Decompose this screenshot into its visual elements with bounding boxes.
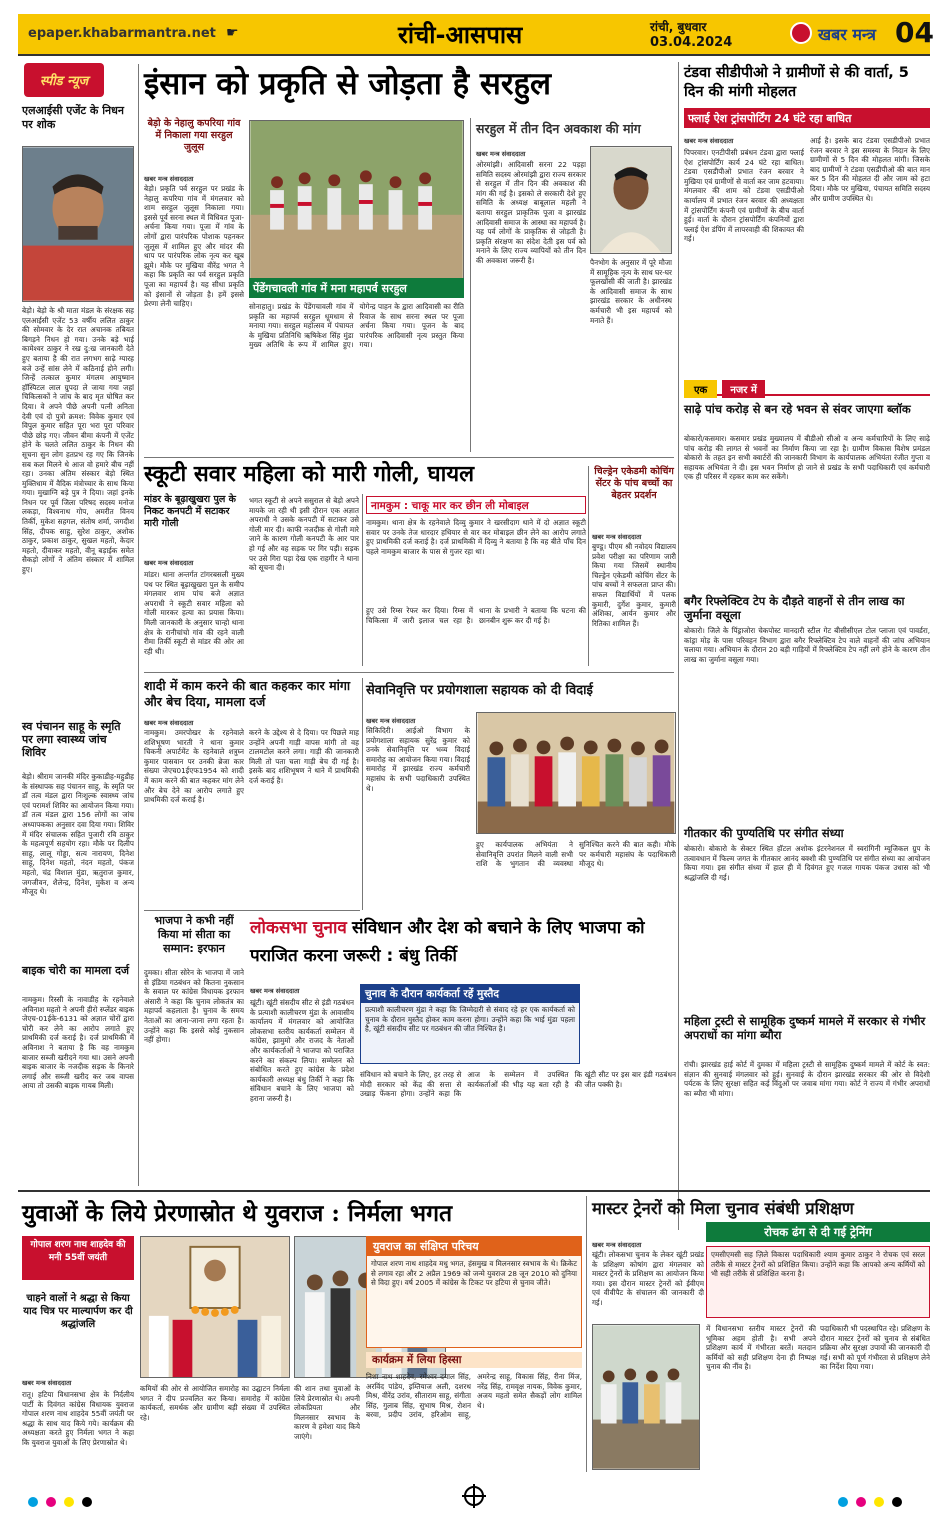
karyakarta-body: प्रत्याशी कालीचरण मुंडा ने कहा कि जिम्मेदारी से संवाद रहे हर एक कार्यकर्ता को चुनाव के दौरान मुस्तैद होकर काम करना होगा। उन्होंने कहा कि भाई मुंडा पहला है, खूंटी संसदीय सीट पर गठबंधन की जीत निश्चित है। <box>365 1005 575 1034</box>
date: 03.04.2024 <box>650 35 733 50</box>
holiday-headline: सरहुल में तीन दिन अवकाश की मांग <box>476 121 641 136</box>
yuvraj-body3: की शान तथा युवाओं के लिये प्रेरणास्रोत थे। अपनी लोकप्रियता और मिलनसार स्वभाव के कारण वे हमेशा याद किये जाएंगे। <box>294 1384 360 1441</box>
tundwa-byline: खबर मन्त्र संवाददाता <box>684 137 734 145</box>
tribute-image <box>141 1237 289 1377</box>
nazar-label: नजर में <box>722 380 765 398</box>
mobile-headline: नामकुम : चाकू मार कर छीन ली मोबाइल <box>371 500 529 512</box>
karyakarta-head: चुनाव के दौरान कार्यकर्ता रहें मुस्तैद <box>361 985 579 1003</box>
site-url[interactable]: epaper.khabarmantra.net <box>28 26 216 41</box>
yuvraj-body: रातू। हटिया विधानसभा क्षेत्र के निर्दलीय पार्टी के दिवंगत कांग्रेस विधायक युवराज गोपाल शरण नाथ शाहदेव 55वीं जयंती पर श्रद्धा के साथ याद किये गये। कार्यक्रम की अध्यक्षता करते हुए निर्मला भगत ने कहा कि युवराज युवाओं के लिए प्रेरणास्रोत थे। <box>22 1390 134 1447</box>
loksabha-byline: खबर मन्त्र संवाददाता <box>250 987 300 995</box>
dance-image <box>250 121 463 279</box>
trainers-body2: में विधानसभा स्तरीय मास्टर ट्रेनरों की भूमिका अहम होती है। सभी अपने प्रशिक्षण कार्य में गंभीरता बरतें। मतदान कर्मियों को सही प्रशिक्षण देना ही निष्पक्ष चुनाव की नींव है। <box>706 1324 816 1372</box>
mobile-body: नामकुम। थाना क्षेत्र के रहनेवाले दिव्यु कुमार ने खरसीदाग थाने में दो अज्ञात स्कूटी सवार पर उनके तेज धारदार हथियार से वार कर मोबाइल छीन लेने का आरोप लगाते हुए प्राथमिकी दर्ज कराई है। दर्ज प्राथमिकी में दिव्यु ने बताया है कि वह बीते पाँच दिन पहले नामकुम बाजार के पास से गुजर रहा था। <box>366 518 586 556</box>
loksabha-headline: संविधान और देश को बचाने के लिए भाजपा को पराजित करना जरूरी : बंधु तिर्की <box>250 918 645 966</box>
brand-name: खबर मन्त्र <box>818 25 876 44</box>
shaadi-headline: शादी में काम करने की बात कहकर कार मांगा और बेच दिया, मामला दर्ज <box>144 678 351 709</box>
scooty-headline: स्कूटी सवार महिला को मारी गोली, घायल <box>144 461 475 487</box>
yuvraj-badge1-box <box>22 1236 134 1280</box>
lead-byline: खबर मन्त्र संवाददाता <box>144 175 194 183</box>
nazar-label-box <box>684 378 930 396</box>
photo-caption-banner <box>249 278 464 298</box>
loksabha-tag: लोकसभा चुनाव <box>250 918 347 938</box>
city-day: रांची, बुधवार <box>650 20 707 34</box>
tundwa-body: पिपरवार। एनटीपीसी प्रबंधन टंडवा द्वारा फ्लाई ऐश ट्रांसपोर्टिंग कार्य 24 घंटे रहा बाधित। टंडवा एसडीपीओ प्रभात रंजन बरवार ने मुखिया एवं ग्रामीणों से वार्ता कर जाम हटवाया। मंगलवार की शाम को टंडवा एसडीपीओ कार्यालय में प्रभात रंजन बरवार की अध्यक्षता में ट्रांसपोर्टिंग कंपनी एवं ग्रामीणों के बीच वार्ता हुई। वार्ता के दौरान ट्रांसपोर्टिंग कंपनियों द्वारा फ्लाई ऐश डंपिंग में लापरवाही की शिकायत की गई। <box>684 148 804 244</box>
tundwa-subhead-band <box>684 108 930 128</box>
speed-news-body: बेड़ो। बेड़ो के श्री माता मंडल के संरक्षक सह एलआईसी एजेंट 53 वर्षीय ललित ठाकुर की सोमवार के देर रात अचानक तबियत बिगड़ने निधन हो गया। उनके बड़े भाई कामेश्वर ठाकुर ने रख दु:ख जानकारी देते हुए बताया है की रात लगभग साढ़े ग्यारह बजे उन्हें सांस लेने में कठिनाई होने लगी। जिन्हें तत्काल कुमार मंगलम आयुष्मान हॉस्पिटल लाल ग्रुपदा ले जाया गया जहां चिकित्सकों ने जांच के बाद मृत घोषित कर दिया। वे अपने पीछे अपनी पत्नी अनिता देवी एवं दो पुत्रो क्रमश: विवेक कुमार एवं विपुल कुमार सहित पूरा भरा पूरा परिवार पीछे छोड़ गए। जीवन बीमा कंपनी में एजेंट होने के चलते ललित ठाकुर के निधन की सूचना सुन लोग हतप्रभ रह गए कि जिनके सब कल मिलने थे आज वो हमारे बीच नहीं रहा। उनका अंतिम संस्कार बेड़ो स्थित मुक्तिधाम में वैदिक मंत्रोच्चार के साथ किया गया। मुखाग्नि बड़े पुत्र ने दिया। जहां इनके निधन पर पूर्व जिला परिषद सदस्य मनोज लकड़ा, विश्वनाथ गोप, अमरीत विनय तिर्की, मुकेश सहगल, संतोष शर्मा, जगदीश सिंह, दीपक साहु, सुरेश ठाकुर, अशोक ठाकुर, प्रकाश ठाकुर, सुखल महतो, केदार महतो, दीवाकर महतो, वीनू बड़ाईक समेत सैकड़ो लोगों ने अंतिम संस्कार में शामिल हुए। <box>22 306 134 575</box>
trainers-body3: पदाधिकारी भी पदस्थापित रहे। प्रशिक्षण के दौरान मास्टर ट्रेनरों को चुनाव से संबंधित प्रक्रिया और सुरक्षा उपायों की जानकारी दी गई। सभी को पूर्ण गंभीरता से प्रशिक्षण लेने का निर्देश दिया गया। <box>820 1324 930 1372</box>
trainers-box <box>706 1246 930 1318</box>
shaadi-byline: खबर मन्त्र संवाददाता <box>144 719 194 727</box>
yuvraj-headline: युवाओं के लिये प्रेरणास्रोत थे युवराज : निर्मला भगत <box>22 1200 453 1227</box>
lab-headline: सेवानिवृत्ति पर प्रयोगशाला सहायक को दी विदाई <box>366 683 593 698</box>
trainers-body: खूंटी। लोकसभा चुनाव के लेकर खूंटी प्रखंड के प्रशिक्षण कोषांग द्वारा मंगलवार को मास्टर ट्रेनरों के प्रशिक्षण का आयोजन किया गया। इस दौरान मास्टर ट्रेनरों को ईवीएम एवं वीवीपैट के संचालन की जानकारी दी गई। <box>592 1250 704 1307</box>
nazar-story3-head: गीतकार की पुण्यतिथि पर संगीत संध्या <box>684 826 844 840</box>
sita-body: दुमका। सीता सोरेन के भाजपा में जाने से इंडिया गठबंधन को कितना नुकसान के सवाल पर कांग्रेस विधायक इरफान अंसारी ने कहा कि चुनाव लोकतंत्र का महापर्व कहलाता है। चुनाव के समय नेताओं का आना-जाना लगा रहता है। उन्होंने कहा कि इससे कोई नुकसान नहीं होगा। <box>144 968 244 1045</box>
trainers-byline: खबर मन्त्र संवाददाता <box>592 1241 642 1249</box>
nazar-story4-body: रांची। झारखंड हाई कोर्ट में दुमका में महिला ट्रस्टी से सामूहिक दुष्कर्म मामले में कोर्ट के स्वत: संज्ञान की सुनवाई मंगलवार को हुई। सुनवाई के दौरान झारखंड सरकार की ओर से विदेशी पर्यटक के लिए सुरक्षा सहित कई विंदुओं पर जवाब मांगा गया। कोर्ट ने राज्य में गंभीर अपराधों का ब्यौरा भी मांगा। <box>684 1060 930 1098</box>
page-number: 04 <box>895 16 934 49</box>
holiday-body2: पैनभोग के अनुसार में पूरे मौजा में सामूहिक नृत्य के साथ घर-घर फूलखोंसी की जाती है। झारखंड के आदिवासी समाज के साथ झारखंड सरकार के अधीनस्थ कर्मचारी भी इस महापर्व को मनाते हैं। <box>590 258 672 325</box>
tundwa-subhead: फ्लाई ऐश ट्रांसपोर्टिंग 24 घंटे रहा बाधित <box>688 112 852 125</box>
lead-below-body: सोनाहातु। प्रखंड के पेंडेंगचावली गांव में प्रकृति का महापर्व सरहुल धूमधाम से मनाया गया। सरहुल महोत्सव में पंचायत के मुखिया प्रतिनिधि ऋषिकेश सिंह मुंडा मुख्य अतिथि के रूप में शामिल हुए। योगेन्द्र पाहन के द्वारा आदिवासी का रीति रिवाज के साथ सरना स्थल पर पूजा अर्चना किया गया। पूजन के बाद पारंपरिक आदिवासी नृत्य प्रस्तुत किया गया। <box>249 302 464 350</box>
cmyk-dots-right <box>838 1492 902 1511</box>
lab-body: सिकिदिरी। आईओ विभाग के प्रयोगशाला सहायक सुरेंद्र कुमार को उनके सेवानिवृत्ति पर भव्य विदाई समारोह का आयोजन किया गया। विदाई समारोह में झारखंड राज्य कर्मचारी महासंघ के सभी पदाधिकारी उपस्थित थे। <box>366 726 470 793</box>
loksabha-headline-box <box>250 914 674 976</box>
lic-agent-photo <box>22 146 134 302</box>
nazar-story4-head: महिला ट्रस्टी से सामूहिक दुष्कर्म मामले में सरकार से गंभीर अपराधों का मांगा ब्यौरा <box>684 1014 926 1042</box>
masthead <box>18 14 934 56</box>
cursor-icon: ☛ <box>226 25 239 41</box>
committee-member-photo <box>590 146 672 254</box>
photo-caption: पेंडेंगचावली गांव में मना महापर्व सरहुल <box>253 282 407 295</box>
nazar-badge: एक <box>684 380 717 398</box>
mobile-headline-band <box>366 496 586 514</box>
yuvraj-info-head: युवराज का संक्षिप्त परिचय <box>367 1237 581 1256</box>
yuvraj-byline: खबर मन्त्र संवाददाता <box>22 1379 72 1387</box>
yuvraj-info-body: गोपाल शरण नाथ शाहदेव मधु भगत, हंसमुख व मिलनसार स्वभाव के थे। क्रिकेट से लगाव रहा और 2 अप्रैल 1969 को जन्मे युवराज 28 जून 2010 को दुनिया से विदा हुए। वर्ष 2005 में कांग्रेस के टिकट पर हटिया से चुनाव जीते। <box>371 1259 577 1288</box>
karyakarta-box <box>360 984 580 1064</box>
speed-news-label: स्पीड न्यूज <box>39 74 89 89</box>
trainers-strip-label: रोचक ढंग से दी गई ट्रेनिंग <box>764 1225 872 1239</box>
cbse-body: बुण्डू। पीएम श्री नवोदय विद्यालय प्रवेश परीक्षा का परिणाम जारी किया गया जिसमें स्थानीय चिल्ड्रेन एकेडमी कोचिंग सेंटर के पांच बच्चों ने सफलता प्राप्त की। सफल विद्यार्थियों में पलक कुमारी, दुर्गेश कुमार, कुमारी अंशिका, आर्यन कुमार और रितिका शामिल हैं। <box>592 542 676 628</box>
loksabha-body: खूंटी। खूंटी संसदीय सीट से इंडी गठबंधन के प्रत्याशी कालीचरण मुंडा के आवासीय कार्यालय में मंगलवार को आयोजित लोकसभा स्तरीय कार्यकर्ता सम्मेलन में कांग्रेस, झामुमो और राजद के नेताओं और कार्यकर्ताओं ने भाजपा को पराजित करने का संकल्प लिया। सम्मेलन को संबोधित करते हुए कांग्रेस के प्रदेश कार्यकारी अध्यक्ष बंधु तिर्की ने कहा कि संविधान बचाने के लिए भाजपा को हराना जरूरी है। <box>250 998 354 1103</box>
nazar-story2-body: बोकारो। जिले के पिंड्राजोरा चेकपोस्ट मानदारी स्टील गेट बीसीसीएल टोल प्लाजा एवं पावर्डरा, कांड्रा मोड़ के पास परिवहन विभाग द्वारा बगैर रिफ्लेक्टिव टेप वाले वाहनों की जांच अभियान चलाया गया। अभियान के दौरान 20 बड़ी गाड़ियों में रिफ्लेक्टिव टेप नहीं लगे होने के कारण तीन लाख का जुर्माना वसूला गया। <box>684 626 930 664</box>
shivir-body: बेड़ो। श्रीराम जानकी मंदिर कुकाडीह-महुडीह के संस्थापक सह पंचानन साहू, के स्मृति पर डॉ तत्व मंडल द्वारा निःशुल्क स्वास्थ्य जांच एवं परामर्श शिविर का आयोजन किया गया। डॉ तत्व मंडल द्वारा 156 लोगों का जांच अध्यापकका अनुसार दवा दिया गया। शिविर में मंदिर संचालक सहित पुजारी रवि ठाकुर के महत्वपूर्ण सहयोग रहा। मौके पर दिलीप साहू, लालू गोड्डा, सत्य नारायण, दिनेश साहू, दिनेश महतो, नंदन महतो, पंकज महतो, चंद्र विशाल मुंडा, ऋतुराज कुमार, जगजीवन, शैलेन्द्र, दिनेश, मुकेश व अन्य मौजूद थे। <box>22 772 134 897</box>
lab-byline: खबर मन्त्र संवाददाता <box>366 717 416 725</box>
mobile-body2: हुए उसे रिम्स रेफर कर दिया। रिम्स में चिकित्सा में जारी इलाज चल रहा है। थाना के प्रभारी ने बताया कि घटना की छानबीन शुरू कर दी गई है। <box>366 606 586 625</box>
scooty-byline: खबर मन्त्र संवाददाता <box>144 559 194 567</box>
bike-body: नामकुम। रिस्सी के नावाडीह के रहनेवाले अविनाश महतो ने अपनी हीरो स्प्लेंडर बाइक जेएच-01ईके-6131 को अज्ञात चोरों द्वारा चोरी कर लेने का आरोप लगाते हुए प्राथमिकी दर्ज कराई है। दर्ज प्राथमिकी में अविनाश ने बताया है कि वह नामकुम बाजार सब्जी खरीदने गया था। उसने अपनी बाइक बाजार के नजदीक सड़क के किनारे लगाई और सब्जी खरीद कर जब वापस आया तो उसकी बाइक गायब मिली। <box>22 995 134 1091</box>
holiday-body: ओरमांझी। आदिवासी सरना 22 पड़हा समिति सदस्य ओरमांझी द्वारा राज्य सरकार से सरहुल में तीन दिन की अवकाश की मांग की गई है। इसको ले सरकारी देशे हुए समिति के अध्यक्ष बाबूलाल महली ने बताया सरहुल प्राकृतिक पूजा व झारखंड आदिवासी समाज के आस्था का महापर्व है। यह पर्व लोगों के प्राकृतिक से जोड़ती है। प्रकृति संरक्षण का संदेश देती इस पर्व को मनाने के लिए राज्य व्यापियों को तीन दिन की अवकाश जरूरी है। <box>476 160 586 265</box>
scooty-side-head: मांडर के बूढ़ाखुखरा पुल के निकट कनपटी में सटाकर मारी गोली <box>144 494 236 529</box>
shaadi-body: नामकुम। उमरपोखर के रहनेवाले शशिभूषण भारती ने थाना कुमार चिकनी अपार्टमेंट के रहनेवाले शत्रुघ्न कुमार पासवान पर उनकी ब्रेजा कार संख्या जेएच01ईएफ1954 को शादी में काम करने की बात कहकर मांग लेने और बेच देने का आरोप लगाते हुए प्राथमिकी दर्ज कराई है। <box>144 728 244 805</box>
trainers-strip <box>706 1222 930 1242</box>
sita-headline: भाजपा ने कभी नहीं किया मां सीता का सम्मान: इरफान <box>154 914 234 955</box>
karyakram-head-box <box>366 1352 582 1368</box>
cmyk-dots-left <box>28 1492 92 1511</box>
edition-title: रांची-आसपास <box>398 21 523 49</box>
lab-body2: हुए कार्यपालक अभियंता ने सेवानिवृत्ति उपरांत मिलने वाली सभी राशि के भुगतान की व्यवस्था सुनिश्चित करने की बात कही। मौके पर कर्मचारी महासंघ के पदाधिकारी मौजूद थे। <box>476 840 676 869</box>
yuvraj-body2: कमियों की ओर से आयोजित समारोह का उद्घाटन निर्मला भगत ने दीप प्रज्वलित कर किया। समारोह में कांग्रेस कार्यकर्ता, समर्थक और ग्रामीण बड़ी संख्या में उपस्थित रहे। <box>140 1384 290 1422</box>
trainers-photo <box>592 1324 700 1470</box>
trainers-headline: मास्टर ट्रेनरों को मिला चुनाव संबंधी प्रशिक्षण <box>592 1199 854 1218</box>
scooty-body2: भगत स्कूटी से अपने ससुराल से बेड़ो अपने मायके जा रही थी इसी दौरान एक अज्ञात अपराधी ने उसके कनपटी में सटाकर उसे गोली मार दी। काफी नजदीक से गोली मारे जाने के कारण गोली कनपटी के आर पार हो गई और वह सड़क पर गिर पड़ी। सड़क पर उसे गिरा पड़ा देख एक राहगीर ने थाना को सूचना दी। <box>249 496 359 573</box>
registration-mark-icon <box>464 1486 484 1506</box>
farewell-image <box>477 713 675 833</box>
member-portrait <box>591 147 671 253</box>
speed-news-badge <box>24 63 104 97</box>
yuvraj-badge1: गोपाल शरण नाथ शाहदेव की मनी 55वीं जयंती <box>30 1240 126 1263</box>
farewell-photo <box>476 712 676 834</box>
shaadi-body2: करने के उद्देश्य से दे दिया। पर पिछले माह उन्होंने अपनी गाड़ी वापस मांगी तो वह टालमटोल करने लगा। गाड़ी की जानकारी मिली तो पता चला गाड़ी बेच दी गई है। इसके बाद शशिभूषण ने थाने में प्राथमिकी दर्ज कराई है। <box>249 728 359 785</box>
cbse-headline: चिल्ड्रेन एकेडमी कोचिंग सेंटर के पांच बच्चों का बेहतर प्रदर्शन <box>594 466 674 501</box>
shivir-headline: स्व पंचानन साहू के स्मृति पर लगा स्वास्थ्य जांच शिविर <box>22 720 121 759</box>
scooty-body: मांडर। थाना अन्तर्गत टांगरबसली मुख्य पथ पर स्थित बूढ़ाखुखरा पुल के समीप मंगलवार शाम पांच बजे अज्ञात अपराधी ने स्कूटी सवार महिला को गोली मारकर हत्या का प्रयास किया। मिली जानकारी के अनुसार चान्हो थाना क्षेत्र के रानीचांचो गांव की रहने वाली रीमा तिर्की स्कूटी से मांडर की ओर आ रही थी। <box>144 570 244 656</box>
sarhul-dance-photo <box>249 120 464 280</box>
lead-headline: इंसान को प्रकृति से जोड़ता है सरहुल <box>144 66 551 102</box>
karyakram-head: कार्यक्रम में लिया हिस्सा <box>372 1354 462 1366</box>
lead-side-body: बेड़ो। प्रकृति पर्व सरहुल पर प्रखंड के नेहालु कपरिया गांव में मंगलवार को शाम सरहुल जुलूस निकाला गया। इससे पूर्व सरना स्थल में विधिवत पूजा-अर्चना किया गया। पूजा में गांव के लोगों द्वारा पारंपरिक पोशाक पहनकर जुलूस में शामिल हुए और मांदर की थाप पर पारंपरिक लोक नृत्य कर खूब झूमे। मौके पर मुखिया वीरेंद्र भगत ने कहा कि प्रकृति का पर्व सरहुल प्रकृति पूजा का महापर्व है। यह सीधा प्रकृति को इंसानों से जोड़ता है। हमें इससे प्रेरणा लेनी चाहिए। <box>144 184 244 309</box>
yuvraj-tribute-photo <box>140 1236 290 1378</box>
cbse-byline: खबर मन्त्र संवाददाता <box>592 533 642 541</box>
footer-marks <box>18 1486 930 1508</box>
yuvraj-badge2: चाहने वालों ने श्रद्धा से किया याद चित्र पर माल्यार्पण कर दी श्रद्धांजलि <box>23 1293 133 1330</box>
lead-side-headline: बेड़ो के नेहालु कपरिया गांव में निकाला गया सरहुल जुलूस <box>147 118 241 153</box>
trainers-box-body: एमसीएमसी सह ज़िले विकास पदाधिकारी श्याम कुमार ठाकुर ने रोचक एवं सरल तरीके से मास्टर ट्रेनरों को प्रशिक्षित किया। उन्होंने कहा कि आपको अन्य कर्मियों को भी सही तरीके से प्रशिक्षित करना है। <box>711 1250 925 1279</box>
tundwa-body2: आई है। इसके बाद टंडवा एसडीपीओ प्रभात रंजन बरवार ने इस समस्या के निदान के लिए ग्रामीणों से 5 दिन की मोहलत मांगी। जिसके बाद ग्रामीणों ने टंडवा एसडीपीओ की बात मान कर 5 दिन की मोहलत दी और जाम को हटा दिया। मौके पर मुखिया, पंचायत समिति सदस्य और ग्रामीण उपस्थित थे। <box>810 136 930 203</box>
speed-news-headline: एलआईसी एजेंट के निधन पर शोक <box>22 104 125 131</box>
bike-headline: बाइक चोरी का मामला दर्ज <box>22 964 130 977</box>
nazar-story3-body: बोकारो। बोकारो के सेक्टर स्थित हॉटल अशोक इंटरनेशनल में स्वरांगिनी म्यूजिकल ग्रुप के तत्वावधान में फिल्म जगत के गीतकार आनंद बक्शी की पुण्यतिथि पर संगीत संध्या का आयोजन किया गया। इस संगीत संध्या में हाल ही में दिवंगत हुए गजल गायक पंकज उधास को भी श्रद्धांजलि दी गई। <box>684 844 930 882</box>
brand-logo <box>790 22 812 44</box>
holiday-byline: खबर मन्त्र संवाददाता <box>476 150 526 158</box>
karyakram-body: निशा नाथ शाहदेव, रमेश्वर दयाल सिंह, अरविंद पांडेय, इम्तियाज अली, दशरथ मिश्र, वीरेंद्र उरांव, सीताराम साहू, संगीता सिंह, गुलाब सिंह, सुभाष मिश्र, रोशन बरवा, प्रदीप उरांव, हरिओम साहू, अमरेन्द्र साहू, विकास सिंह, रीना मिंज, नरेंद्र सिंह, रामवृक्ष नायक, विवेक कुमार, अजय महतो समेत सैकड़ों लोग शामिल थे। <box>366 1372 582 1420</box>
nazar-story2-head: बगैर रिफ्लेक्टिव टेप के दौड़ते वाहनों से तीन लाख का जुर्माना वसूला <box>684 594 905 622</box>
tundwa-headline: टंडवा सीडीपीओ ने ग्रामीणों से की वार्ता, 5 दिन की मांगी मोहलत <box>684 65 909 100</box>
loksabha-body2: संविधान को बचाने के लिए, हर तरह से मोदी सरकार को केंद्र की सत्ता से उखाड़ फेंकना होगा। उन्होंने कहा कि आज के सम्मेलन में उपस्थित कार्यकर्ताओं की भीड़ यह बता रही है कि खूंटी सीट पर इस बार इंडी गठबंधन की जीत पक्की है। <box>360 1070 676 1099</box>
yuvraj-info-box <box>366 1236 582 1348</box>
nazar-story1-body: बोकारो/कसमार। कसमार प्रखंड मुख्यालय में बीडीओ सीओ व अन्य कर्मचारियों के लिए साढ़े पांच करोड़ की लागत से भवनों का निर्माण किया जा रहा है। ग्रामीण विकास विशेष प्रमंडल बोकारो के तहत इन सभी क्वार्टरों की जानकारी विभाग के कार्यपालक अभियंता रंजीत गुप्ता व सहायक अभियंता ने दी। इस भवन निर्माण हो जाने से प्रखंड के सभी पदाधिकारी एवं कर्मचारी एक ही परिसर में रहकर काम कर सकेंगे। <box>684 434 930 482</box>
nazar-story1-head: साढ़े पांच करोड़ से बन रहे भवन से संवर जाएगा ब्लॉक <box>684 402 911 416</box>
training-image <box>593 1325 699 1469</box>
portrait-image <box>23 147 133 301</box>
